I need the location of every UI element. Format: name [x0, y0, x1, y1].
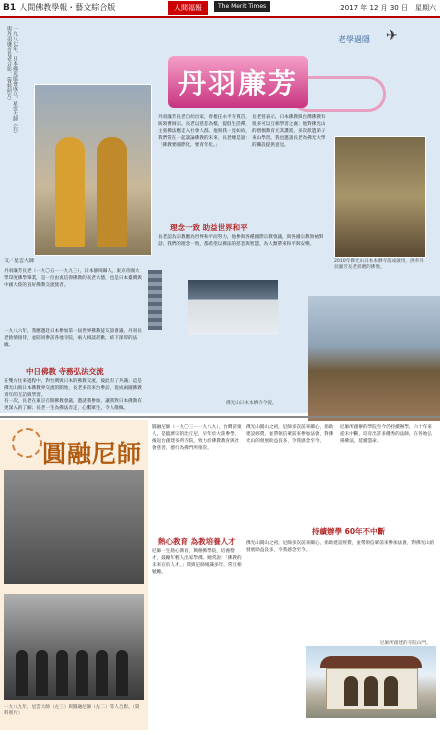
person-figure	[96, 650, 108, 696]
monk-figure	[97, 137, 127, 247]
page-number: B1 人間佛教學報・藝文綜合版	[3, 3, 116, 13]
story1-paragraph: 丹羽廉芳長老（一九〇五－一九九三），日本靜岡縣人，東京帝國大學印度佛學畢業，是一位由衷信仰佛教的長老大德，也是日本臺灣與中國大陸的良好佛教交流使者。	[4, 269, 142, 288]
gate-arch	[344, 676, 358, 706]
story2-photo-temple	[4, 470, 144, 584]
person-figure	[76, 650, 88, 696]
story2-column: 尼師一生熱心教育，興辦佛學院，培養僧才，鼓勵年輕人出家學佛。她常說：「佛教的未來在於人才。」我與尼師相識多年，常互相勉勵。	[152, 549, 242, 575]
story2-column: 佛光山開山之初，尼師多次前來關心，捐助建設經費，並帶領信眾前來參加法會，對佛光山的發展助益良多，令我感念至今。	[246, 541, 435, 553]
story1-title: 丹羽廉芳	[168, 56, 308, 108]
temple-photo	[308, 296, 440, 421]
bird-icon: ✈	[386, 28, 398, 44]
story2-subheading: 持續辦學 60年不中斷	[312, 527, 386, 536]
story1-author: 文／星雲大師	[4, 258, 35, 264]
story1-column: 丹羽廉芳長老自幼出家，曾擔任永平寺貫首，統領曹洞宗。長老以慈悲為懷，提倡生活禪，主張佛法應走入社會人群。他與我一見如故，我們常在一起談論佛教的未來，長老總是說：「佛教要國際化，要青年化。」	[158, 115, 250, 148]
person-figure	[16, 650, 28, 696]
side-caption: 一九八七年，日本佛光協會成立，星雲大師（右）與丹羽廉芳長老合影。（資料照片）	[6, 26, 18, 136]
story1-paragraph: 在雙方往來過程中，對台灣與日本的佛教交流，彼此有了共識；這是佛光山與日本佛教界交流的開始，長老多次來台參訪，促成兩國佛教青年的互訪與學習。	[4, 379, 142, 398]
story1-paragraph: 一九八六年，我應邀赴日本參加第一屆世界佛教徒友誼會議，丹羽長老熱情接待，並陪同參訪各地寺院，兩人相談甚歡，結下深厚的法緣。	[4, 329, 142, 348]
story2-column: 圓融尼師（一九〇三－一九八九），台灣苗栗人，是臨濟宗的比丘尼，早年於大陸參學，後返台創建多所寺院，致力於佛教教育與社會慈善，德行為佛門所推崇。	[152, 425, 242, 451]
temple-hall-photo	[188, 280, 278, 335]
story1-column: 長老認為宗教應為世界和平而努力，他參與各種國際宗教會議，與各國宗教領袖對話；我們的理念一致，都希望以佛法的慈悲與智慧，為人類帶來和平與安樂。	[158, 235, 324, 247]
story1-photo	[34, 84, 152, 256]
temple-gate-photo	[306, 646, 436, 718]
story2-column: 佛光山開山之初，尼師多次前來關心，捐助建設經費，並帶領信眾前來參加法會，對佛光山的發展助益良多，令我感念至今。	[246, 425, 334, 444]
newspaper-logo: 人間福報	[168, 1, 208, 15]
story2-photo-group	[4, 594, 144, 700]
story1-section	[0, 18, 440, 413]
section-divider	[0, 416, 440, 418]
story2-photo-caption: 一九八九年，星雲大師（左三）與圓融尼師（左二）等人合影。（資料照片）	[4, 705, 140, 716]
page-header	[0, 0, 440, 18]
newspaper-logo-en: The Merit Times	[214, 1, 270, 12]
statue-photo	[334, 136, 426, 258]
gate-roof	[320, 656, 422, 668]
pagoda-photo	[148, 270, 162, 330]
flower-ornament	[12, 428, 42, 458]
statue-caption: 2010年佛光山日本本栖寺落成啟用，供奉丹羽廉芳長老捐贈的佛像。	[334, 259, 424, 270]
temple-caption: 佛光山日本本栖寺今貌。	[226, 401, 277, 406]
story1-subheading: 理念一致 助益世界和平	[170, 223, 248, 232]
story2-title: 圓融尼師	[42, 439, 142, 468]
person-figure	[36, 650, 48, 696]
monk-figure	[55, 137, 85, 247]
gate-caption: 尼師所創建的寺院山門。	[380, 641, 431, 646]
person-figure	[56, 650, 68, 696]
story1-subheading: 中日佛教 寺務弘法交流	[26, 367, 104, 376]
story1-paragraph: 有一次，長老在東京召開佛教會議，邀請我參加，讓我對日本佛教有更深入的了解；長老一生為佛法奔走，心繫眾生，令人敬佩。	[4, 399, 142, 411]
issue-date: 2017 年 12 月 30 日 星期六	[340, 4, 436, 12]
person-figure	[116, 650, 128, 696]
story1-tagline: 老學過隱	[338, 35, 370, 44]
story2-subheading: 熱心教育 為教培養人才	[158, 537, 236, 546]
gate-arch	[364, 676, 378, 706]
story2-column: 尼師所創辦的學院至今仍持續辦學，六十年來從未中斷，培育出許多優秀的法師，在各地弘揚佛法，延續慧命。	[340, 425, 432, 444]
story1-column: 長老曾表示，日本佛教與台灣佛教有很多可以互相學習之處；他對佛光山的僧伽教育尤其讚賞，多次派遣弟子來山學習。我也邀請長老為佛光大學的籌設提供意見。	[252, 115, 326, 148]
gate-arch	[384, 676, 398, 706]
